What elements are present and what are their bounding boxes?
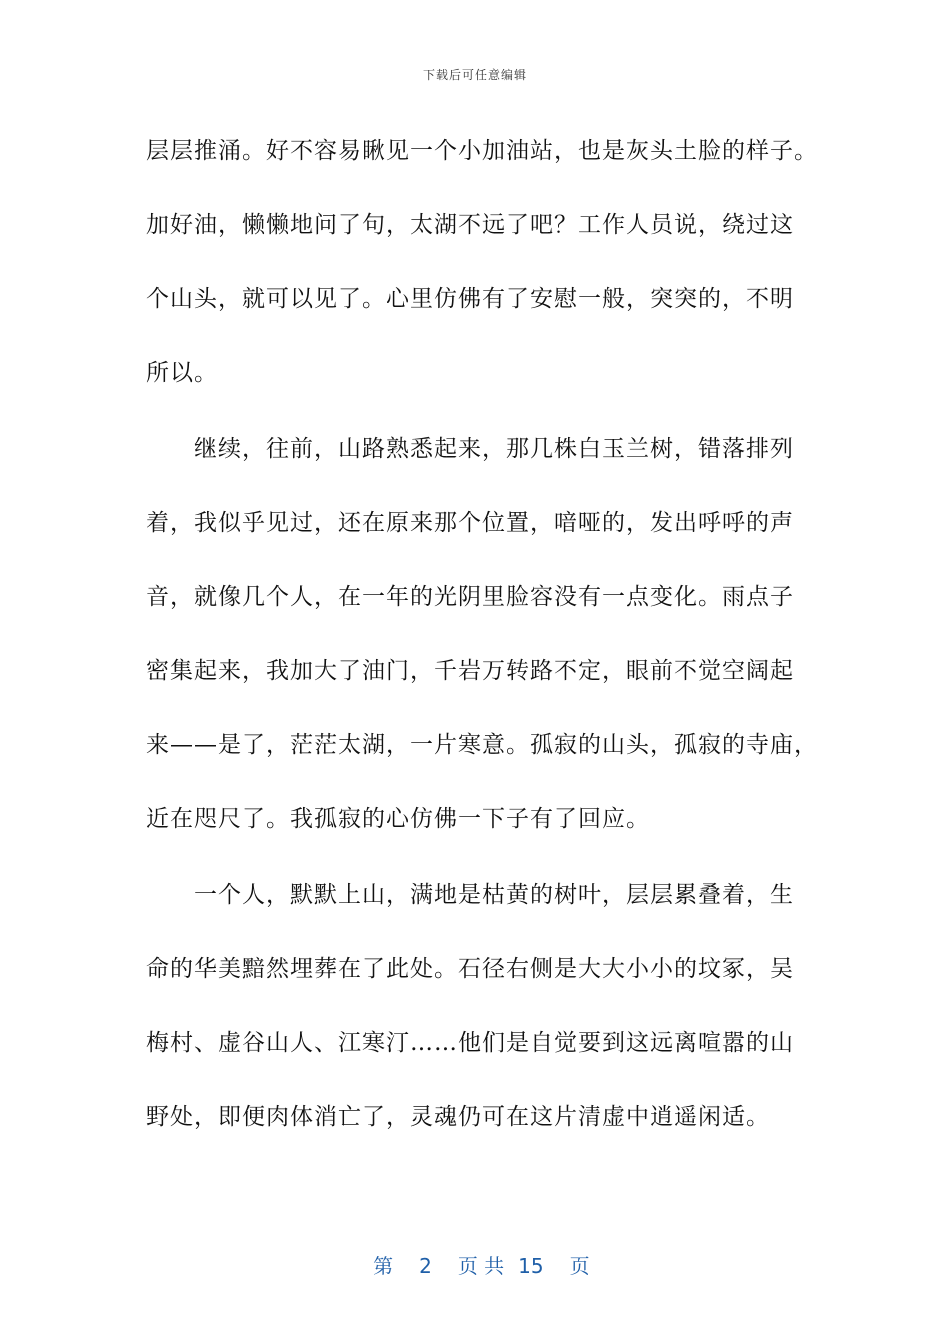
text-line: 音，就像几个人，在一年的光阴里脸容没有一点变化。雨点子 bbox=[146, 584, 794, 610]
text-line: 层层推涌。好不容易瞅见一个小加油站，也是灰头土脸的样子。 bbox=[146, 138, 818, 164]
text-line: 命的华美黯然埋葬在了此处。石径右侧是大大小小的坟冢，吴 bbox=[146, 956, 794, 982]
page-footer bbox=[0, 1226, 950, 1279]
text-line: 所以。 bbox=[146, 360, 218, 386]
total-pages-number: 15 bbox=[518, 1254, 544, 1278]
footer-suffix: 页 bbox=[569, 1254, 590, 1278]
text-line: 密集起来，我加大了油门，千岩万转路不定，眼前不觉空阔起 bbox=[146, 658, 794, 684]
text-line: 来——是了，茫茫太湖，一片寒意。孤寂的山头，孤寂的寺庙， bbox=[146, 732, 818, 758]
text-line: 个山头，就可以见了。心里仿佛有了安慰一般，突突的，不明 bbox=[146, 286, 794, 312]
text-line: 继续，往前，山路熟悉起来，那几株白玉兰树，错落排列 bbox=[146, 436, 794, 462]
text-line: 野处，即便肉体消亡了，灵魂仍可在这片清虚中逍遥闲适。 bbox=[146, 1104, 770, 1130]
footer-prefix: 第 bbox=[373, 1254, 394, 1278]
current-page-number: 2 bbox=[419, 1254, 432, 1278]
text-line: 一个人，默默上山，满地是枯黄的树叶，层层累叠着，生 bbox=[146, 882, 794, 908]
text-line: 近在咫尺了。我孤寂的心仿佛一下子有了回应。 bbox=[146, 806, 650, 832]
page-header: 下载后可任意编辑 bbox=[422, 68, 527, 82]
text-line: 着，我似乎见过，还在原来那个位置，喑哑的，发出呼呼的声 bbox=[146, 510, 794, 536]
text-line: 加好油，懒懒地问了句，太湖不远了吧？工作人员说，绕过这 bbox=[146, 212, 794, 238]
footer-middle: 页 共 bbox=[457, 1254, 505, 1278]
text-line: 梅村、虚谷山人、江寒汀……他们是自觉要到这远离喧嚣的山 bbox=[146, 1030, 794, 1056]
